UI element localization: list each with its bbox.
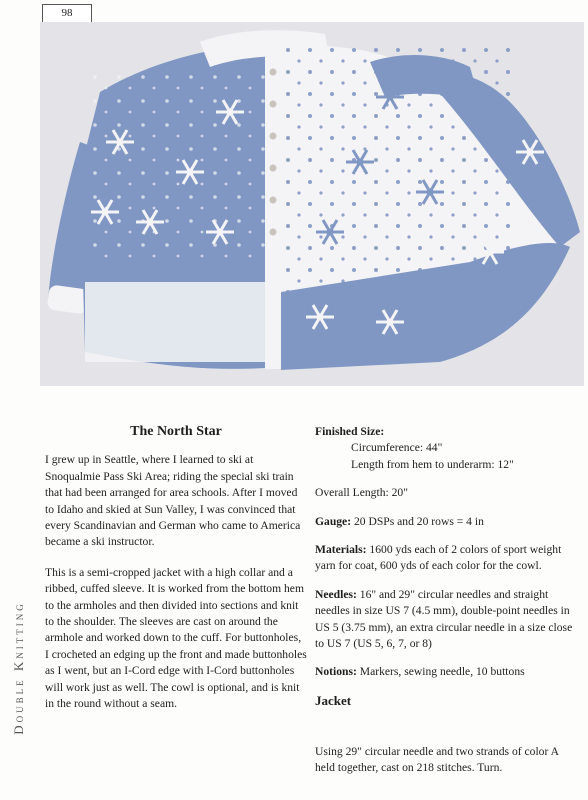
finished-size-label: Finished Size: <box>315 425 385 438</box>
finished-size <box>315 424 577 473</box>
running-head-sidebar <box>6 560 32 785</box>
circumference: Circumference: 44" <box>351 441 443 455</box>
sweater-illustration <box>40 22 584 386</box>
notions <box>315 664 577 680</box>
article-title: The North Star <box>130 424 222 439</box>
notions-label: Notions: <box>315 665 357 679</box>
gauge <box>315 514 577 530</box>
materials <box>315 542 577 575</box>
page-number: 98 <box>42 4 92 23</box>
article-column <box>45 424 307 727</box>
overall-length: Overall Length: 20" <box>315 486 408 500</box>
running-head: Double Knitting <box>11 601 26 735</box>
needles-label: Needles: <box>315 587 357 601</box>
needles <box>315 587 577 653</box>
jacket-heading: Jacket <box>315 692 352 708</box>
gauge-label: Gauge: <box>315 514 352 528</box>
jacket-instructions: Using 29" circular needle and two strands of color A held together, cast on 218 stitches. Turn. <box>315 745 559 775</box>
materials-label: Materials: <box>315 543 367 557</box>
gauge-text: 20 DSPs and 20 rows = 4 in <box>353 514 484 528</box>
length-to-underarm: Length from hem to underarm: 12" <box>351 457 514 471</box>
sweater-photo <box>40 22 584 386</box>
description-paragraph: This is a semi-cropped jacket with a high collar and a ribbed, cuffed sleeve. It is worked from the bottom hem to the armholes and then divided into sections and knit to the shoulder. The sleeves are cast on around the armhole and worked down to the cuff. For buttonholes, I crocheted an edging up the front and made buttonholes as I went, but an I-Cord edge with I-Cord buttonholes will work just as well. The cowl is optional, and is knit in the round without a seam. <box>45 565 307 711</box>
intro-paragraph: I grew up in Seattle, where I learned to ski at Snoqualmie Pass Ski Area; riding the special ski train that had been arranged for area schools. After I moved to Idaho and skied at Sun Valley, I was convinced that every Scandinavian and German who came to America became a ski instructor. <box>45 453 301 549</box>
notions-text: Markers, sewing needle, 10 buttons <box>359 665 525 679</box>
specs-column <box>315 424 577 715</box>
materials-text: 1600 yds each of 2 colors of sport weight yarn for coat, 600 yds of each color for the cowl. <box>315 543 562 573</box>
needles-text: 16" and 29" circular needles and straight needles in size US 7 (4.5 mm), double-point needles in US 5 (3.75 mm), an extra circular needle in a size close to US 7 (US 5, 6, 7, or 8) <box>315 587 573 651</box>
